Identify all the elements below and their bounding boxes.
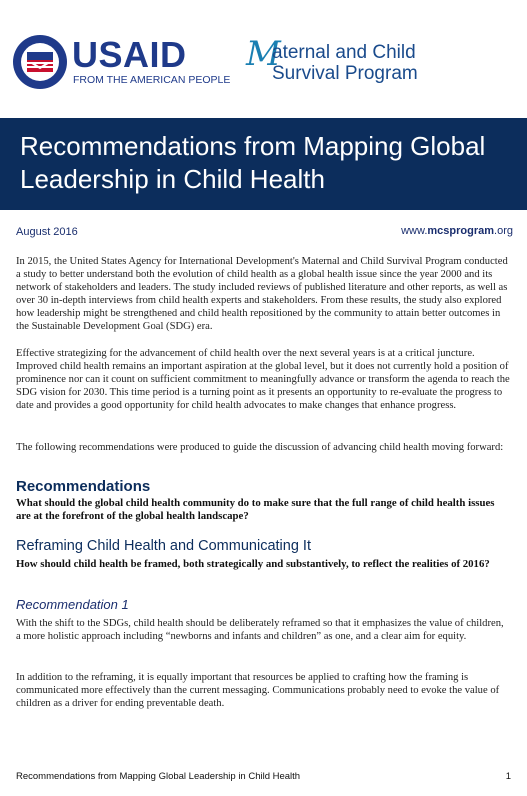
- publication-date: August 2016: [16, 226, 78, 238]
- mcsp-line1: aternal and Child: [272, 42, 416, 63]
- communications-paragraph: In addition to the reframing, it is equally important that resources be applied to crafting how the framing is communicated more effectively than the current messaging. Communications probably need to evoke the value of children as a driver for ending preventable death.: [16, 672, 500, 709]
- mcsp-initial: M: [246, 34, 281, 74]
- page-title: Recommendations from Mapping Global Leadership in Child Health: [20, 131, 486, 194]
- url-suffix: .org: [494, 225, 513, 237]
- reframing-heading: Reframing Child Health and Communicating It: [16, 538, 311, 554]
- usaid-wordmark: USAID: [72, 34, 187, 75]
- recommendations-heading: Recommendations: [16, 478, 151, 495]
- reframing-question: How should child health be framed, both strategically and substantively, to reflect the realities of 2016?: [16, 558, 490, 570]
- url-prefix: www.: [401, 225, 428, 237]
- recommendation-1-paragraph: With the shift to the SDGs, child health should be deliberately reframed so that it emphasizes the value of children, a more holistic approach including “newborns and infants and children” as one, and a clear aim for equity.: [16, 618, 504, 642]
- lead-in-paragraph: The following recommendations were produced to guide the discussion of advancing child health moving forward:: [16, 442, 504, 453]
- context-paragraph: Effective strategizing for the advancement of child health over the next several years is at a critical juncture. Improved child health remains an important aspiration at the global level, but it does not currently hold a position of prominence nor can it count on sufficient commitment to meaningfully advance or transform the agenda to reach the SDG vision for 2030. This time period is a turning point as it presents an opportunity to re-evaluate the progress to date and provides a good opportunity for child health advocates to make changes that enhance progress.: [16, 348, 510, 411]
- usaid-logo: [12, 34, 242, 94]
- mcsp-line2: Survival Program: [272, 63, 418, 84]
- recommendations-question: What should the global child health community do to make sure that the full range of child health issues are at the forefront of the global health landscape?: [16, 497, 495, 522]
- mcsp-logo: [246, 34, 506, 90]
- usaid-seal-icon: [12, 34, 68, 90]
- usaid-tagline: FROM THE AMERICAN PEOPLE: [73, 74, 231, 86]
- recommendation-1-heading: Recommendation 1: [16, 597, 129, 612]
- intro-paragraph: In 2015, the United States Agency for International Development's Maternal and Child Survival Program conducted a study to better understand both the evolution of child health as a global health issue since the year 2000 and its network of stakeholders and leaders. The study included reviews of published literature and other reports, as well as over 30 in-depth interviews from child health experts and stakeholders. From these results, the study also explored how leadership might be strengthened and child health repositioned by the community to attain better outcomes in the Sustainable Development Goal (SDG) era.: [16, 256, 508, 332]
- website-link[interactable]: [401, 225, 513, 237]
- footer-title: Recommendations from Mapping Global Leadership in Child Health: [16, 771, 301, 782]
- url-bold: mcsprogram: [427, 225, 495, 237]
- page-number: 1: [505, 771, 511, 782]
